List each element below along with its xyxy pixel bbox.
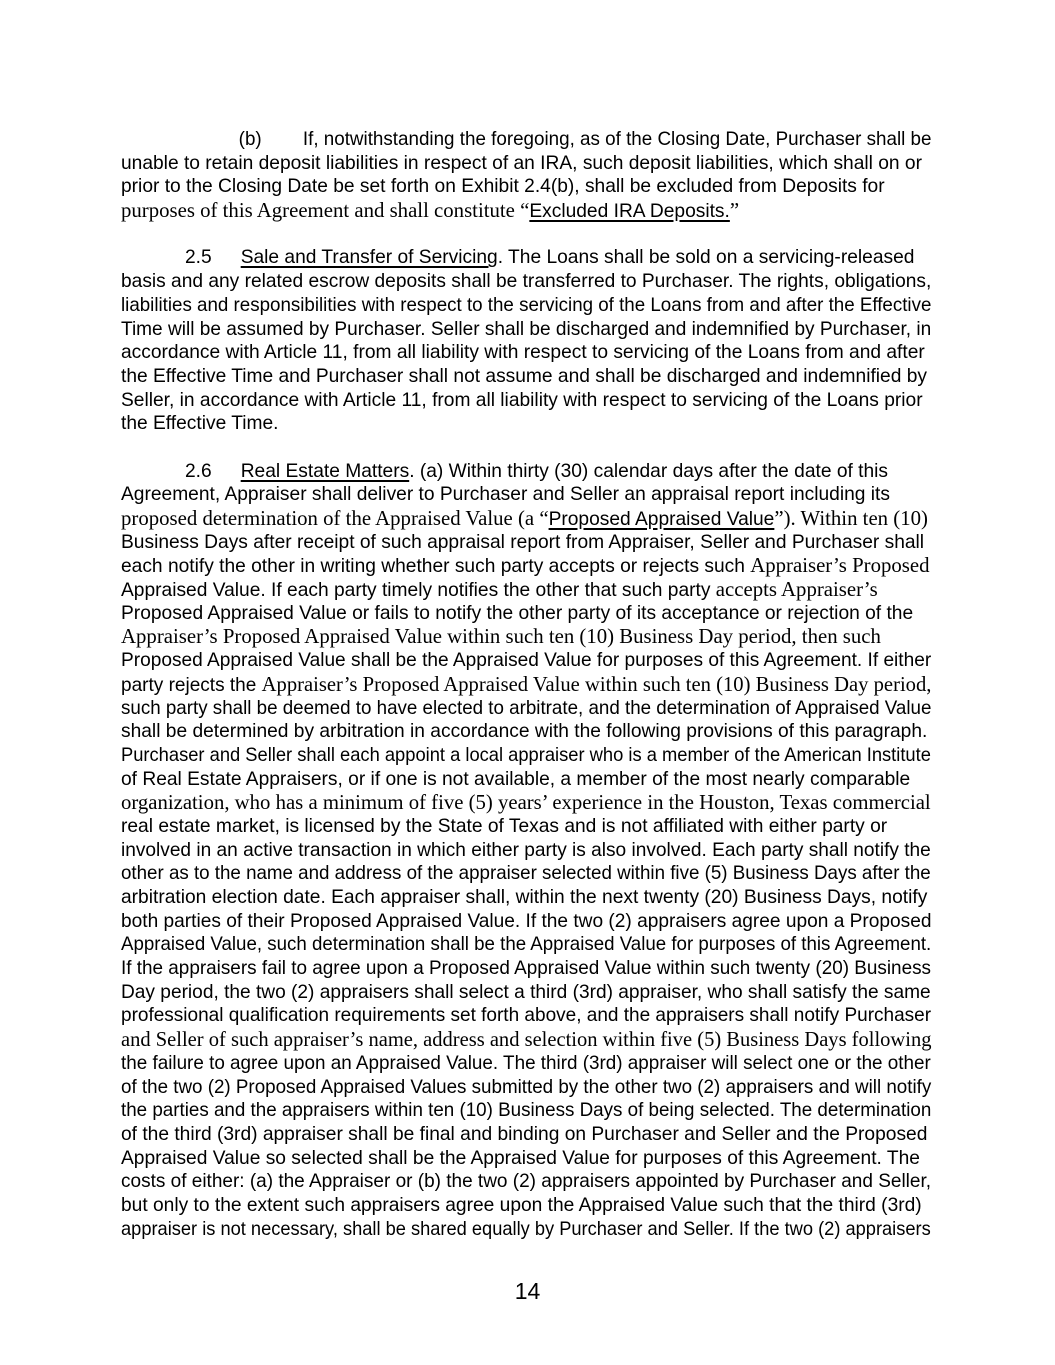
text-run: and Seller of such appraiser’s name, address and selection within five (5) Business Days following [121, 1028, 932, 1052]
text-run: purposes of this Agreement and shall constitute “ [121, 199, 530, 223]
text-run: . The Loans shall be sold on a servicing-released [497, 247, 915, 269]
text-line [121, 152, 931, 176]
text-line [121, 933, 932, 957]
text-run: the Effective Time. [121, 413, 279, 435]
text-line [121, 199, 931, 223]
text-run: accordance with Article 11, from all liability with respect to servicing of the Loans from and after [121, 342, 925, 364]
text-line [121, 602, 931, 626]
text-run: shall be determined by arbitration in accordance with the following provisions of this paragraph. [121, 721, 928, 743]
text-run: of the two (2) Proposed Appraised Values submitted by the other two (2) appraisers and will notify [121, 1076, 932, 1098]
text-run: unable to retain deposit liabilities in respect of an IRA, such deposit liabilities, which shall on or [121, 152, 922, 174]
text-line [121, 815, 931, 839]
text-run: both parties of their Proposed Appraised Value. If the two (2) appraisers agree upon a Proposed [121, 910, 932, 932]
text-run: real estate market, is licensed by the State of Texas and is not affiliated with either party or [121, 815, 888, 837]
text-run: each notify the other in writing whether such party accepts or rejects such [121, 556, 751, 578]
text-run: such party shall be deemed to have elected to arbitrate, and the determination of Appraised Value [121, 697, 932, 719]
text-run: ” [729, 199, 740, 223]
underlined-defined-term: Real Estate Matters [240, 460, 410, 482]
text-run: arbitration election date. Each appraiser shall, within the next twenty (20) Business Days, notify [121, 887, 928, 908]
text-run: Appraiser’s Proposed [750, 554, 930, 578]
text-run: of the third (3rd) appraiser shall be final and binding on Purchaser and Seller and the Proposed [121, 1123, 928, 1145]
text-line [121, 554, 931, 578]
underlined-defined-term: Sale and Transfer of Servicing [240, 247, 498, 269]
text-run: the parties and the appraisers within ten (10) Business Days of being selected. The determination [121, 1100, 932, 1122]
text-run: appraiser is not necessary, shall be shared equally by Purchaser and Seller. If the two (2) appraisers [121, 1218, 931, 1240]
text-run: 2.6 [185, 460, 212, 482]
underlined-defined-term: Proposed Appraised Value [548, 509, 775, 530]
text-run: 2.5 [185, 247, 212, 269]
text-line [121, 1076, 932, 1100]
text-line [121, 672, 932, 697]
text-run: other as to the name and address of the appraiser selected within five (5) Business Days after the [121, 863, 931, 885]
text-run: party rejects the [121, 674, 262, 696]
text-run: If, notwithstanding the foregoing, as of the Closing Date, Purchaser shall be [302, 129, 932, 150]
text-run: accepts Appraiser’s [715, 578, 878, 602]
text-run: Business Days after receipt of such appraisal report from Appraiser, Seller and Purchaser shall [121, 531, 925, 553]
text-line [121, 365, 931, 389]
text-run: liabilities and responsibilities with respect to the servicing of the Loans from and after the Effective [121, 294, 932, 316]
text-run: organization, who has a minimum of five (5) years’ experience in the Houston, Texas commercial [121, 791, 931, 815]
text-run: prior to the Closing Date be set forth on Exhibit 2.4(b), shall be excluded from Deposits for [121, 176, 885, 198]
text-line [121, 412, 931, 436]
text-run: Proposed Appraised Value shall be the Appraised Value for purposes of this Agreement. If either [121, 650, 932, 672]
text-line [121, 483, 931, 507]
text-run: Proposed Appraised Value or fails to notify the other party of its acceptance or rejection of the [121, 602, 914, 624]
text-line [121, 128, 932, 152]
text-line [121, 246, 931, 270]
text-line [121, 649, 932, 673]
para-2-5-sale-and-transfer-of-servicing [121, 246, 931, 436]
text-line [121, 578, 931, 602]
text-run: Seller, in accordance with Article 11, from all liability with respect to servicing of the Loans prior [121, 389, 923, 411]
text-line [121, 625, 931, 649]
text-line [121, 910, 932, 934]
text-line [121, 1028, 932, 1052]
text-run: Agreement, Appraiser shall deliver to Purchaser and Seller an appraisal report including its [121, 484, 890, 506]
text-line [121, 531, 931, 555]
text-line [121, 1147, 931, 1171]
text-line [121, 862, 931, 886]
text-line [121, 460, 931, 484]
text-run: professional qualification requirements set forth above, and the appraisers shall notify Purchaser [121, 1005, 932, 1027]
text-line [121, 768, 931, 792]
text-run: ”). Within ten (10) [774, 507, 928, 530]
text-run: (b) [238, 129, 262, 150]
text-line [121, 294, 932, 318]
text-line [121, 1004, 932, 1028]
text-run: Appraiser’s Proposed Appraised Value within such ten (10) Business Day period, then such [121, 625, 881, 649]
text-line [121, 839, 931, 863]
text-line [121, 1052, 931, 1076]
text-line [121, 507, 931, 531]
para-2-4-b [121, 128, 931, 223]
text-line [121, 1099, 932, 1123]
text-line [121, 1218, 931, 1242]
text-run: the Effective Time and Purchaser shall not assume and shall be discharged and indemnified by [121, 365, 927, 387]
text-run: but only to the extent such appraisers agree upon the Appraised Value such that the third (3rd) [121, 1194, 922, 1216]
text-run: Appraised Value, such determination shall be the Appraised Value for purposes of this Agreement. [121, 934, 932, 956]
text-run: Appraiser’s Proposed Appraised Value within such ten (10) Business Day period, [261, 672, 932, 696]
text-line [121, 886, 931, 910]
text-line [121, 318, 932, 342]
text-line [121, 791, 929, 815]
text-run: Appraised Value so selected shall be the Appraised Value for purposes of this Agreement. The [121, 1147, 920, 1169]
text-line [121, 175, 931, 199]
text-line [121, 1194, 931, 1218]
text-run: costs of either: (a) the Appraiser or (b) the two (2) appraisers appointed by Purchaser and Seller, [121, 1171, 932, 1193]
text-line [121, 744, 931, 768]
text-line [121, 270, 930, 294]
text-run: proposed determination of the Appraised Value (a “ [121, 507, 549, 530]
text-line [121, 1123, 931, 1147]
page-number: 14 [514, 1278, 541, 1304]
text-line [121, 957, 931, 981]
text-line [121, 341, 931, 365]
text-run: If the appraisers fail to agree upon a Proposed Appraised Value within such twenty (20) Business [121, 958, 931, 980]
text-line [121, 389, 931, 413]
text-line [121, 720, 931, 744]
text-run: Day period, the two (2) appraisers shall select a third (3rd) appraiser, who shall satisfy the same [121, 981, 931, 1003]
text-run: Time will be assumed by Purchaser. Seller shall be discharged and indemnified by Purchaser, in [121, 318, 932, 340]
text-run: involved in an active transaction in which either party is also involved. Each party shall notify the [121, 839, 931, 861]
para-2-6-real-estate-matters [121, 460, 931, 1242]
text-run: the failure to agree upon an Appraised Value. The third (3rd) appraiser will select one or the other [121, 1052, 931, 1074]
document-body [121, 128, 931, 1265]
text-run: Appraised Value. If each party timely notifies the other that such party [121, 580, 716, 602]
text-run: basis and any related escrow deposits shall be transferred to Purchaser. The rights, obligations, [121, 271, 932, 293]
text-run: of Real Estate Appraisers, or if one is not available, a member of the most nearly comparable [121, 768, 911, 790]
text-run: Purchaser and Seller shall each appoint a local appraiser who is a member of the American Institute [121, 744, 931, 766]
text-run: . (a) Within thirty (30) calendar days after the date of this [409, 460, 889, 482]
underlined-defined-term: Excluded IRA Deposits. [529, 201, 730, 223]
text-line [121, 697, 932, 721]
text-line [121, 1170, 932, 1194]
text-line [121, 981, 931, 1005]
